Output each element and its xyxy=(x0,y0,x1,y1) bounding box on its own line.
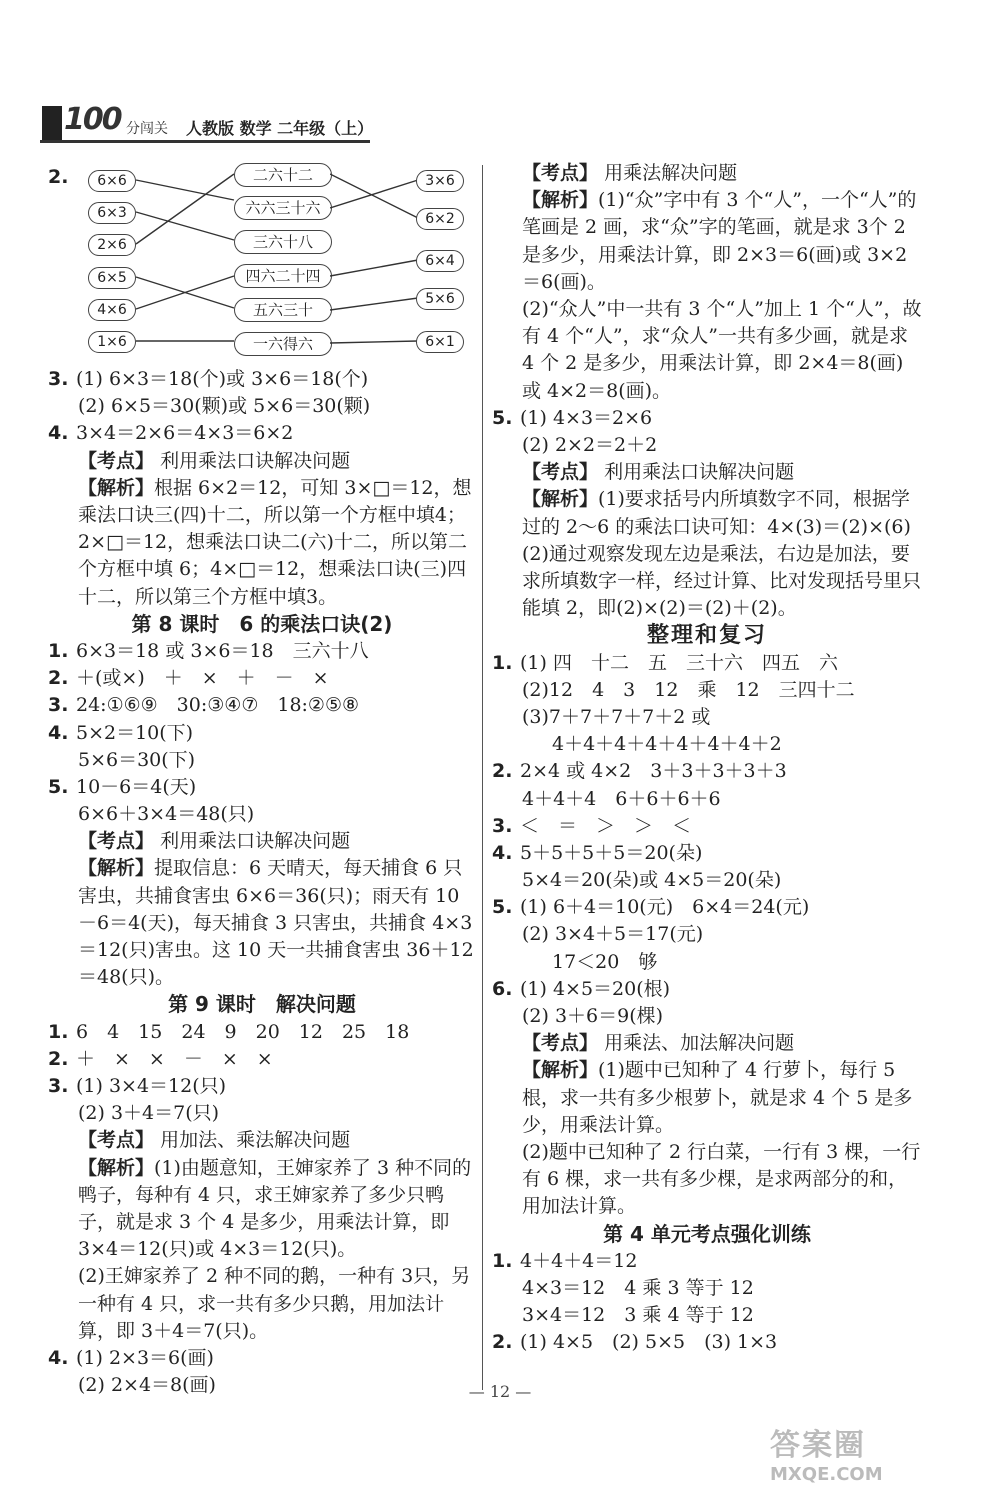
answer-line: (2)12 4 3 12 乘 12 三四十二 xyxy=(522,678,855,701)
jiexi-part: (2)题中已知种了 2 行白菜，一行有 3 棵，一行有 6 棵，求一共有多少棵，是求两部分的和，用加法计算。 xyxy=(522,1141,921,1218)
section-title: 整理和复习 xyxy=(646,623,767,649)
answer-line: 5. 10－6＝4(天) xyxy=(48,775,197,798)
expr-oval: 1×6 xyxy=(88,331,136,353)
section-title: 第 8 课时 6 的乘法口诀(2) xyxy=(131,611,393,636)
kaodian: 【考点】 用乘法、加法解决问题 xyxy=(522,1032,795,1055)
answer-line: (2) 6×5＝30(颗)或 5×6＝30(颗) xyxy=(78,395,371,418)
rhyme-cloud: 四六二十四 xyxy=(234,264,332,288)
answer-line: 2. ＋ × × － × × xyxy=(48,1047,273,1070)
expr-oval: 6×3 xyxy=(88,202,136,224)
rhyme-cloud: 一六得六 xyxy=(234,332,332,356)
jiexi-part: (2)王婶家养了 2 种不同的鹅，一种有 3只，另一种有 4 只，求一共有多少只鹅，用加法计算，即 3＋4＝7(只)。 xyxy=(78,1265,471,1342)
answer-line: 1. 6×3＝18 或 3×6＝18 三六十八 xyxy=(48,639,369,662)
answer-line: 1. 4＋4＋4＝12 xyxy=(492,1249,638,1272)
answer-line: 4. (1) 2×3＝6(画) xyxy=(48,1347,214,1370)
match-line xyxy=(330,341,418,343)
answer-line: 17＜20 够 xyxy=(552,950,658,973)
kaodian: 【考点】 用乘法解决问题 xyxy=(522,162,738,184)
answer-line: 6×6＋3×4＝48(只) xyxy=(78,803,255,826)
answer-line: (2) 3＋4＝7(只) xyxy=(78,1102,220,1125)
jiexi: 【解析】根据 6×2＝12，可知 3×□＝12，想乘法口诀三(四)十二，所以第一个方框中填4；2×□＝12，想乘法口诀二(六)十二，所以第二个方框中填 6；4×□＝12，想乘法口诀(三)四十二，所以第三个方框中填3。 xyxy=(78,476,472,608)
logo: 100 xyxy=(64,102,121,137)
header-rule xyxy=(40,140,370,143)
kaodian: 【考点】 用加法、乘法解决问题 xyxy=(78,1129,351,1152)
jiexi: 【解析】(1)要求括号内所填数字不同，根据学过的 2～6 的乘法口诀可知：4×(3)＝(2)×(6) xyxy=(522,488,911,538)
answer-line: 5. (1) 4×3＝2×6 xyxy=(492,406,653,429)
answer-line: 2. 2×4 或 4×2 3＋3＋3＋3＋3 xyxy=(492,760,787,783)
expr-oval: 6×5 xyxy=(88,267,136,289)
match-line xyxy=(330,298,418,310)
expr-oval: 5×6 xyxy=(416,288,464,310)
book-title: 人教版 数学 二年级（上） xyxy=(186,119,374,138)
expr-oval: 4×6 xyxy=(88,299,136,321)
rhyme-cloud: 六六三十六 xyxy=(234,196,332,220)
answer-line: 5×4＝20(朵)或 4×5＝20(朵) xyxy=(522,869,782,892)
jiexi: 【解析】(1)“众”字中有 3 个“人”，一个“人”的笔画是 2 画，求“众”字的笔画，就是求 3个 2 是多少，用乘法计算，即 2×3＝6(画)或 3×2＝6(画)。 xyxy=(522,189,917,293)
match-line xyxy=(330,174,418,218)
answer-line: 4. 3×4＝2×6＝4×3＝6×2 xyxy=(48,422,294,445)
answer-line: 4. 5×2＝10(下) xyxy=(48,721,194,744)
logo-mark xyxy=(42,106,62,140)
answer-line: 5. (1) 6＋4＝10(元) 6×4＝24(元) xyxy=(492,896,810,919)
match-line xyxy=(136,174,234,244)
answer-line: 4×3＝12 4 乘 3 等于 12 xyxy=(522,1276,754,1299)
expr-oval: 3×6 xyxy=(416,170,464,192)
page-header xyxy=(40,100,374,146)
answer-line: 1. (1) 四 十二 五 三十六 四五 六 xyxy=(492,651,838,674)
jiexi: 【解析】(1)题中已知种了 4 行萝卜，每行 5根，求一共有多少根萝卜，就是求 4 个 5 是多少，用乘法计算。 xyxy=(522,1059,913,1136)
match-line xyxy=(330,180,418,208)
answer-line: (2) 3×4＋5＝17(元) xyxy=(522,923,704,946)
rhyme-cloud: 三六十八 xyxy=(234,230,332,254)
section-title: 第 9 课时 解决问题 xyxy=(168,992,356,1017)
answer-line: 4. 5＋5＋5＋5＝20(朵) xyxy=(492,841,703,864)
question-number: 2. xyxy=(48,166,69,188)
jiexi: 【解析】提取信息：6 天晴天，每天捕食 6 只害虫，共捕食害虫 6×6＝36(只)；雨天有 10－6＝4(天)，每天捕食 3 只害虫，共捕食 4×3＝12(只)害虫。这 10 天一共捕食害虫 36＋12＝48(只)。 xyxy=(78,857,474,989)
match-line xyxy=(330,260,418,276)
answer-line: 6. (1) 4×5＝20(根) xyxy=(492,977,671,1000)
jiexi-part: (2)通过观察发现左边是乘法，右边是加法，要求所填数字一样，经过计算、比对发现括号里只能填 2，即(2)×(2)＝(2)＋(2)。 xyxy=(522,542,922,620)
kaodian: 【考点】 利用乘法口诀解决问题 xyxy=(522,461,795,484)
answer-line: (2) 2×2＝2＋2 xyxy=(522,434,658,456)
expr-oval: 6×2 xyxy=(416,208,464,230)
answer-line: 4＋4＋4 6＋6＋6＋6 xyxy=(522,787,721,810)
watermark xyxy=(770,1420,970,1485)
watermark-url: MXQE.COM xyxy=(770,1464,883,1485)
page-number: — 12 — xyxy=(468,1382,532,1401)
column-divider xyxy=(482,165,483,1390)
right-column xyxy=(492,160,922,1357)
answer-line: 3. (1) 6×3＝18(个)或 3×6＝18(个) xyxy=(48,368,369,390)
answer-line: (2) 2×4＝8(画) xyxy=(78,1374,216,1397)
answer-line: 2. (1) 4×5 (2) 5×5 (3) 1×3 xyxy=(492,1331,778,1354)
expr-oval: 6×1 xyxy=(416,331,464,353)
rhyme-cloud: 五六三十 xyxy=(234,298,332,322)
jiexi: 【解析】(1)由题意知，王婶家养了 3 种不同的鸭子，每种有 4 只，求王婶家养了多少只鸭子，就是求 3 个 4 是多少，用乘法计算，即 3×4＝12(只)或 4×3＝12(只)。 xyxy=(78,1156,472,1261)
answer-line: 3. 24:①⑥⑨ 30:③④⑦ 18:②⑤⑧ xyxy=(48,694,360,717)
section-title: 第 4 单元考点强化训练 xyxy=(603,1221,811,1246)
answer-line: 3. ＜ ＝ ＞ ＞ ＜ xyxy=(492,814,692,837)
answer-line: 2. ＋(或×) ＋ × ＋ － × xyxy=(48,667,329,690)
answer-line: (2) 3＋6＝9(棵) xyxy=(522,1005,664,1028)
expr-oval: 2×6 xyxy=(88,234,136,256)
match-line xyxy=(136,180,234,200)
answer-line: (3)7＋7＋7＋7＋2 或 xyxy=(522,705,711,728)
kaodian: 【考点】 利用乘法口诀解决问题 xyxy=(78,449,351,472)
kaodian: 【考点】 利用乘法口诀解决问题 xyxy=(78,830,351,853)
expr-oval: 6×6 xyxy=(88,170,136,192)
answer-line: 1. 6 4 15 24 9 20 12 25 18 xyxy=(48,1020,410,1043)
rhyme-cloud: 二六十二 xyxy=(234,163,332,187)
jiexi-part: (2)“众人”中一共有 3 个“人”加上 1 个“人”，故有 4 个“人”，求“众人”一共有多少画，就是求 4 个 2 是多少，用乘法计算，即 2×4＝8(画)或 4×2＝8(画)。 xyxy=(522,298,922,402)
expr-oval: 6×4 xyxy=(416,250,464,272)
answer-line: 4＋4＋4＋4＋4＋4＋4＋2 xyxy=(552,733,782,756)
answer-line: 5×6＝30(下) xyxy=(78,748,196,771)
match-line xyxy=(136,212,234,240)
watermark-text: 答案圈 xyxy=(770,1428,866,1463)
answer-line: 3×4＝12 3 乘 4 等于 12 xyxy=(522,1304,754,1327)
logo-sub: 分闯关 xyxy=(126,121,168,137)
answer-line: 3. (1) 3×4＝12(只) xyxy=(48,1075,227,1098)
